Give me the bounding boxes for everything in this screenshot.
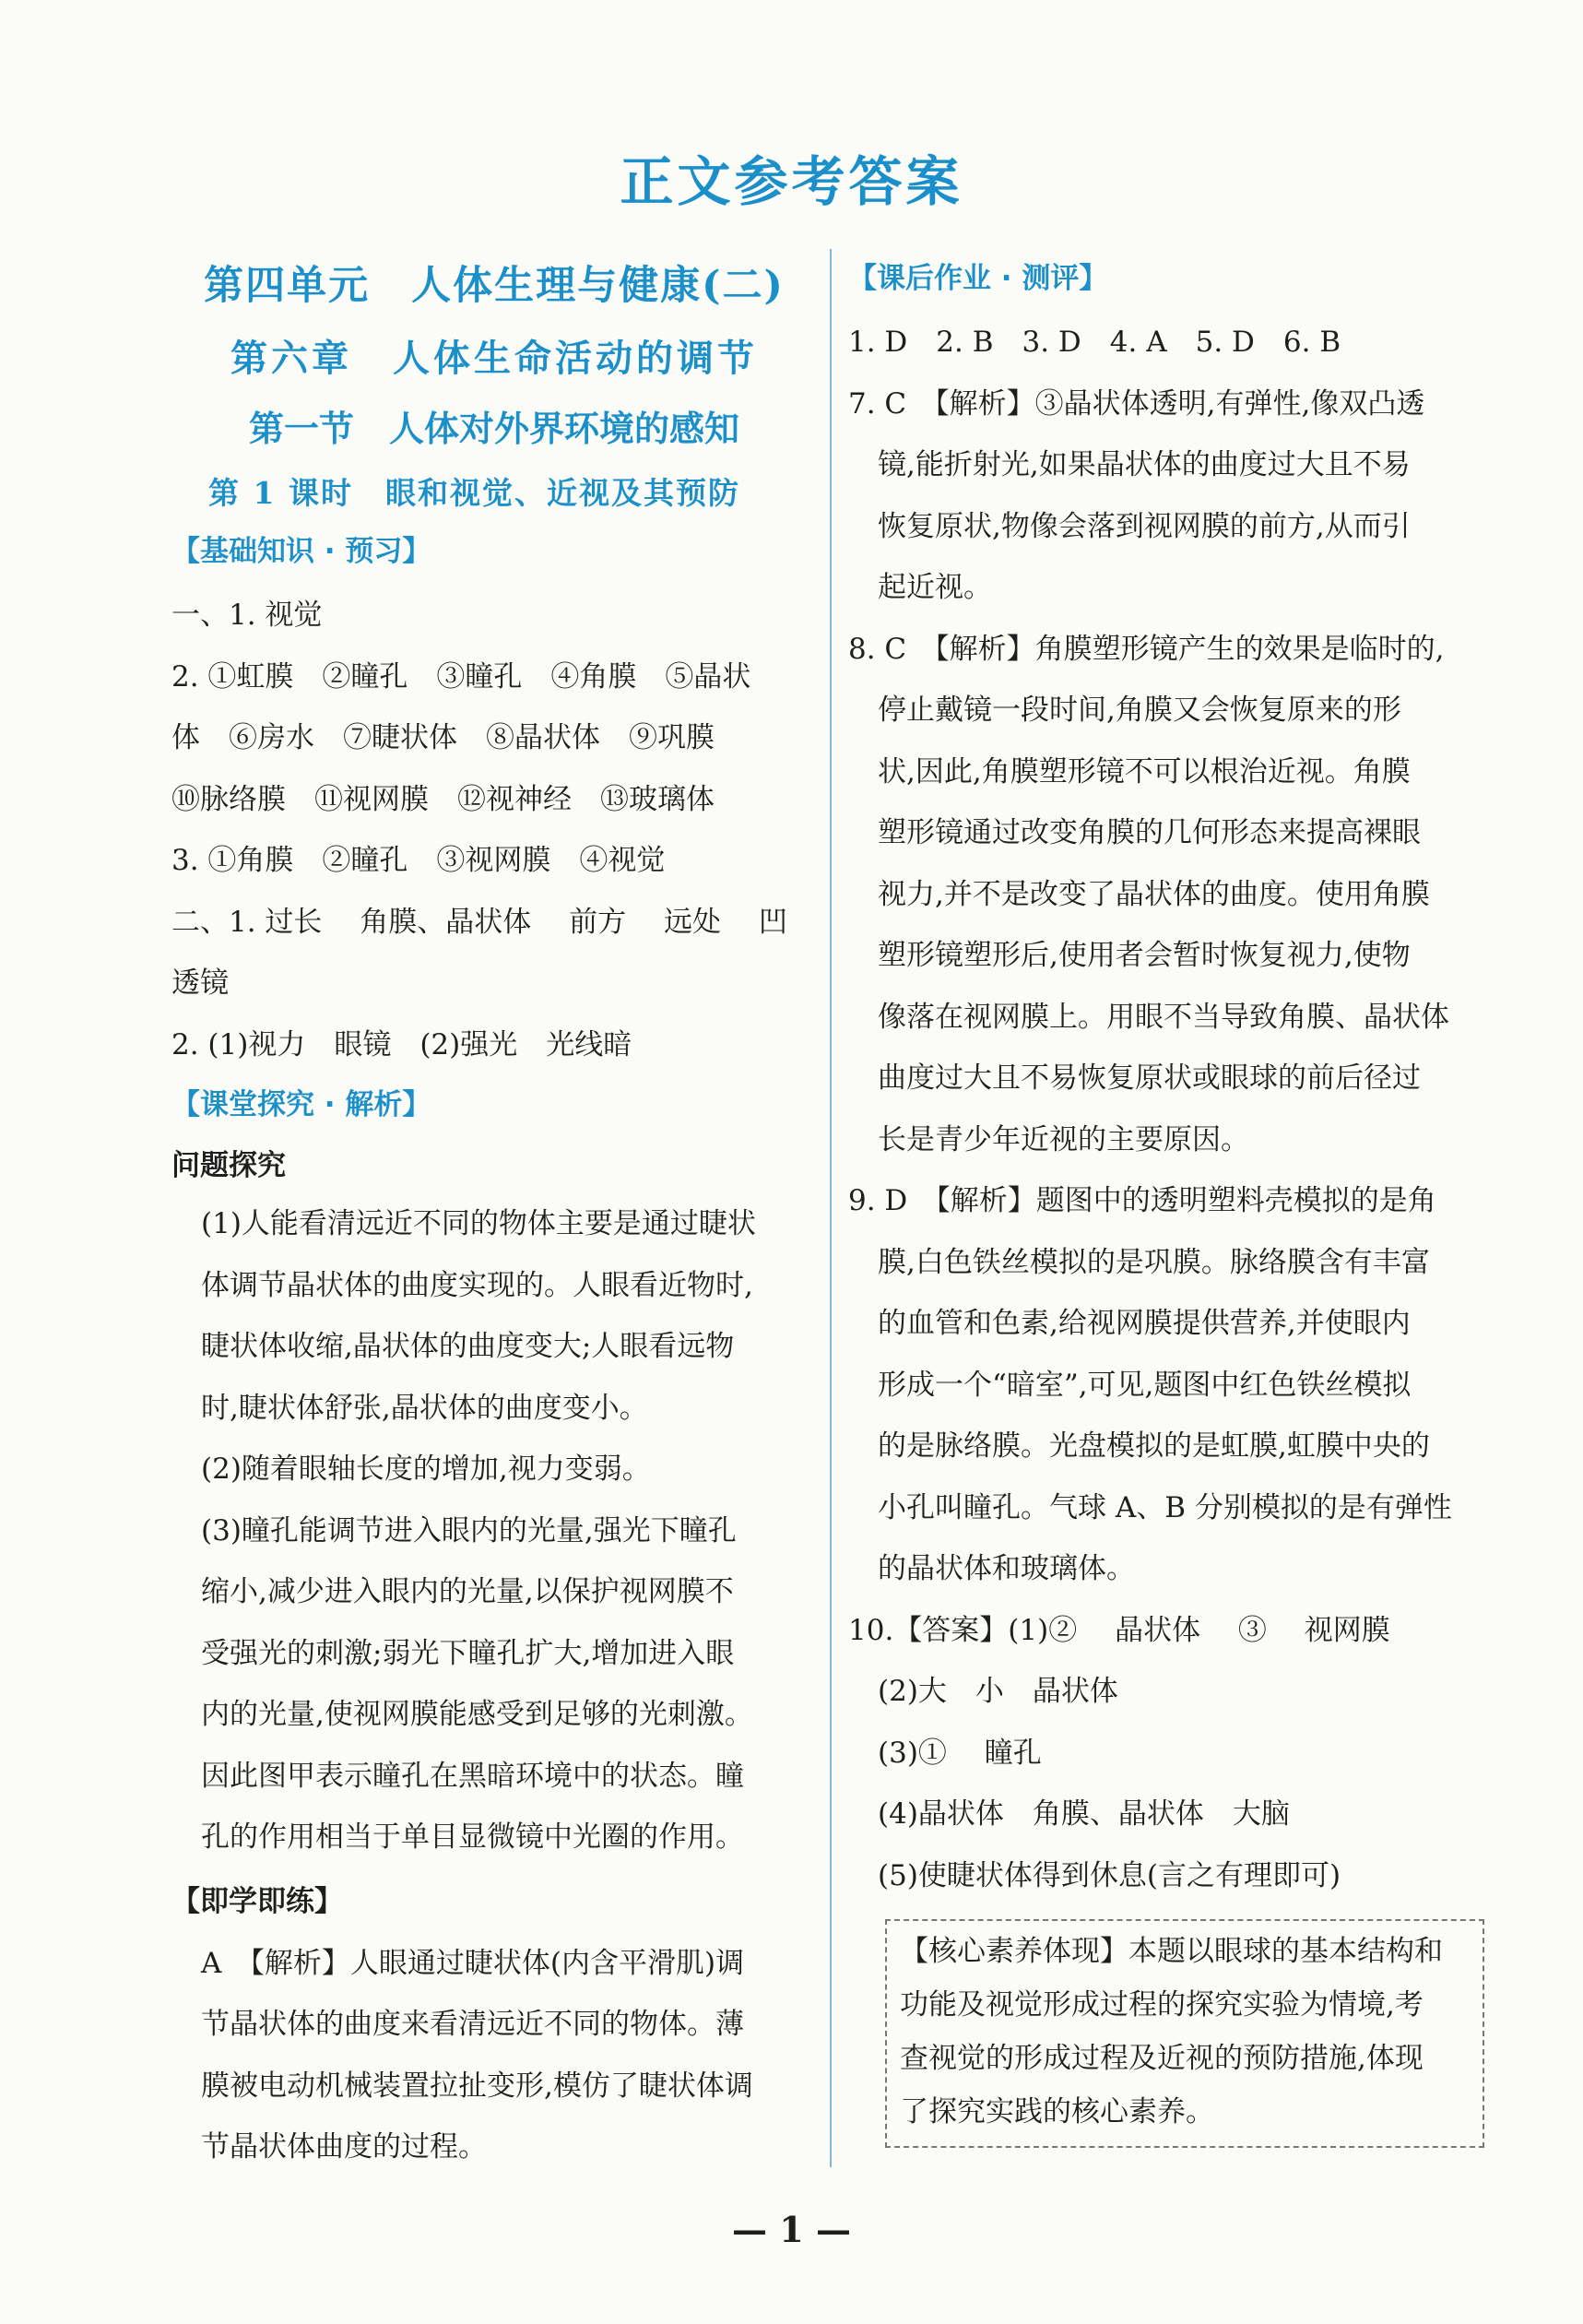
heading-basic-knowledge: 【基础知识 · 预习】 bbox=[171, 535, 431, 568]
answer-line: 形成一个“暗室”,可见,题图中红色铁丝模拟 bbox=[878, 1368, 1412, 1402]
answer-line: 小孔叫瞳孔。气球 A、B 分别模拟的是有弹性 bbox=[878, 1490, 1452, 1524]
core-literacy-box bbox=[885, 1919, 1484, 2148]
answer-line: 9. D 【解析】题图中的透明塑料壳模拟的是角 bbox=[848, 1184, 1436, 1217]
practice-line: 节晶状体曲度的过程。 bbox=[201, 2130, 487, 2164]
answer-line: 1. D 2. B 3. D 4. A 5. D 6. B bbox=[848, 326, 1341, 359]
basic-line: 一、1. 视觉 bbox=[171, 599, 323, 632]
basic-line: 2. (1)视力 眼镜 (2)强光 光线暗 bbox=[171, 1027, 632, 1061]
page-title: 正文参考答案 bbox=[620, 150, 963, 213]
answer-line: 膜,白色铁丝模拟的是巩膜。脉络膜含有丰富 bbox=[878, 1245, 1430, 1279]
basic-line: 透镜 bbox=[171, 966, 229, 1000]
answer-line: 状,因此,角膜塑形镜不可以根治近视。角膜 bbox=[878, 754, 1411, 788]
explore-line: (1)人能看清远近不同的物体主要是通过睫状 bbox=[201, 1207, 756, 1240]
practice-line: 膜被电动机械装置拉扯变形,模仿了睫状体调 bbox=[201, 2069, 753, 2103]
basic-line: 3. ①角膜 ②瞳孔 ③视网膜 ④视觉 bbox=[171, 844, 666, 877]
right-column bbox=[848, 249, 1484, 2148]
lesson-title: 第 1 课时 眼和视觉、近视及其预防 bbox=[208, 475, 740, 511]
answer-line: 起近视。 bbox=[878, 571, 992, 604]
answer-line: 停止戴镜一段时间,角膜又会恢复原来的形 bbox=[878, 694, 1401, 727]
explore-line: 受强光的刺激;弱光下瞳孔扩大,增加进入眼 bbox=[201, 1636, 735, 1670]
box-line: 功能及视觉形成过程的探究实验为情境,考 bbox=[900, 1988, 1424, 2022]
explore-line: (3)瞳孔能调节进入眼内的光量,强光下瞳孔 bbox=[201, 1513, 737, 1547]
answer-line: 8. C 【解析】角膜塑形镜产生的效果是临时的, bbox=[848, 632, 1445, 666]
answer-line: (2)大 小 晶状体 bbox=[878, 1675, 1118, 1708]
answer-line: 视力,并不是改变了晶状体的曲度。使用角膜 bbox=[878, 877, 1430, 911]
answer-line: 像落在视网膜上。用眼不当导致角膜、晶状体 bbox=[878, 1000, 1449, 1034]
answer-line: 的晶状体和玻璃体。 bbox=[878, 1552, 1135, 1585]
answer-line: 10.【答案】(1)② 晶状体 ③ 视网膜 bbox=[848, 1613, 1390, 1647]
answer-line: 的血管和色素,给视网膜提供营养,并使眼内 bbox=[878, 1307, 1411, 1340]
explore-line: 睫状体收缩,晶状体的曲度变大;人眼看远物 bbox=[201, 1330, 735, 1363]
box-line: 了探究实践的核心素养。 bbox=[900, 2095, 1214, 2128]
answer-line: 塑形镜通过改变角膜的几何形态来提高裸眼 bbox=[878, 816, 1421, 849]
chapter-title: 第六章 人体生命活动的调节 bbox=[230, 337, 758, 380]
explore-line: 孔的作用相当于单目显微镜中光圈的作用。 bbox=[201, 1820, 744, 1854]
explore-line: 因此图甲表示瞳孔在黑暗环境中的状态。瞳 bbox=[201, 1759, 744, 1793]
box-line: 【核心素养体现】本题以眼球的基本结构和 bbox=[900, 1935, 1443, 1968]
answer-line: 镜,能折射光,如果晶状体的曲度过大且不易 bbox=[878, 448, 1411, 481]
explore-line: (2)随着眼轴长度的增加,视力变弱。 bbox=[201, 1452, 651, 1486]
basic-line: 体 ⑥房水 ⑦睫状体 ⑧晶状体 ⑨巩膜 bbox=[171, 721, 715, 754]
answer-line: 恢复原状,物像会落到视网膜的前方,从而引 bbox=[878, 509, 1411, 543]
subheading-question-exploration: 问题探究 bbox=[171, 1149, 286, 1182]
section-title: 第一节 人体对外界环境的感知 bbox=[248, 408, 739, 449]
heading-practice: 【即学即练】 bbox=[171, 1884, 343, 1918]
answer-line: (5)使睫状体得到休息(言之有理即可) bbox=[878, 1858, 1341, 1892]
answer-line: (4)晶状体 角膜、晶状体 大脑 bbox=[878, 1797, 1290, 1831]
explore-line: 内的光量,使视网膜能感受到足够的光刺激。 bbox=[201, 1698, 753, 1731]
answer-line: 长是青少年近视的主要原因。 bbox=[878, 1122, 1249, 1156]
explore-line: 缩小,减少进入眼内的光量,以保护视网膜不 bbox=[201, 1575, 734, 1608]
basic-line: 二、1. 过长 角膜、晶状体 前方 远处 凹 bbox=[171, 905, 787, 939]
page-number: — 1 — bbox=[732, 2209, 851, 2250]
heading-class-exploration: 【课堂探究 · 解析】 bbox=[171, 1088, 431, 1121]
practice-line: A 【解析】人眼通过睫状体(内含平滑肌)调 bbox=[201, 1946, 745, 1980]
basic-line: ⑩脉络膜 ⑪视网膜 ⑫视神经 ⑬玻璃体 bbox=[171, 782, 715, 816]
explore-line: 体调节晶状体的曲度实现的。人眼看近物时, bbox=[201, 1268, 753, 1302]
box-line: 查视觉的形成过程及近视的预防措施,体现 bbox=[900, 2042, 1424, 2075]
explore-line: 时,睫状体舒张,晶状体的曲度变小。 bbox=[201, 1391, 648, 1425]
answer-line: 塑形镜塑形后,使用者会暂时恢复视力,使物 bbox=[878, 939, 1411, 972]
unit-title: 第四单元 人体生理与健康(二) bbox=[204, 263, 785, 309]
answer-line: 的是脉络膜。光盘模拟的是虹膜,虹膜中央的 bbox=[878, 1429, 1430, 1463]
column-divider bbox=[830, 249, 832, 2167]
answer-line: (3)① 瞳孔 bbox=[878, 1736, 1042, 1770]
answer-line: 7. C 【解析】③晶状体透明,有弹性,像双凸透 bbox=[848, 386, 1425, 421]
heading-homework: 【课后作业 · 测评】 bbox=[848, 262, 1108, 295]
basic-line: 2. ①虹膜 ②瞳孔 ③瞳孔 ④角膜 ⑤晶状 bbox=[171, 659, 751, 694]
left-column bbox=[171, 249, 817, 2178]
practice-line: 节晶状体的曲度来看清远近不同的物体。薄 bbox=[201, 2008, 744, 2041]
answer-line: 曲度过大且不易恢复原状或眼球的前后径过 bbox=[878, 1061, 1421, 1095]
